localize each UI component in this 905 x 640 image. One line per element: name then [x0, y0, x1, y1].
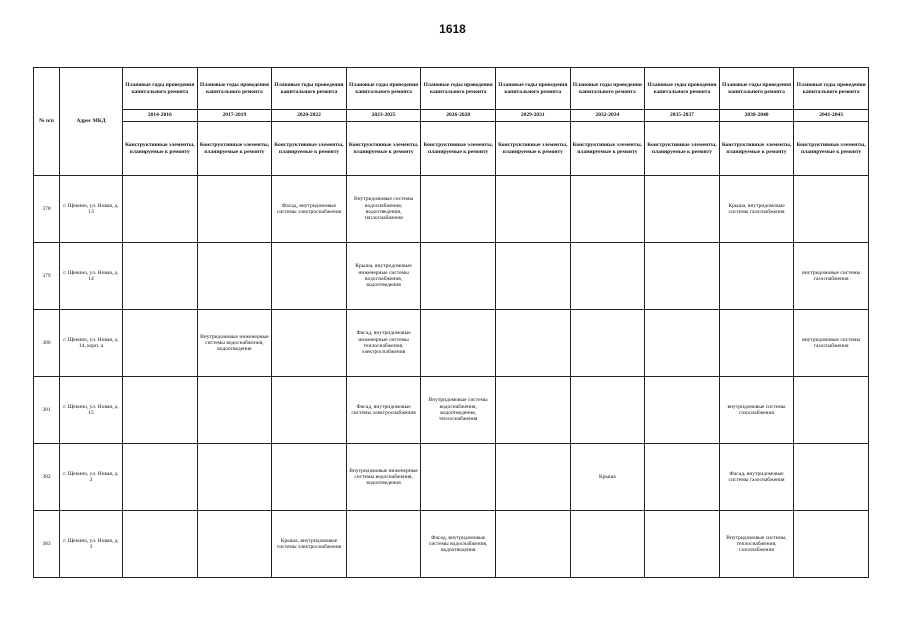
plan-years-header: Плановые годы проведения капитального ремонта	[645, 68, 720, 110]
repair-cell: Внутридомовые инженерные системы водоснабжения, водоотведения	[346, 444, 421, 511]
repair-cell	[495, 243, 570, 310]
repair-cell	[272, 310, 347, 377]
elements-header: Конструктивные элементы, планируемые к ремонту	[272, 122, 347, 176]
row-address: г. Щекино, ул. Новая, д. 3	[60, 511, 123, 578]
repair-cell	[123, 444, 198, 511]
plan-years-header: Плановые годы проведения капитального ремонта	[421, 68, 496, 110]
period-header: 2023-2025	[346, 110, 421, 122]
repair-cell: Внутридомовые системы водоснабжения, водоотведения, теплоснабжения	[346, 176, 421, 243]
table-row	[34, 377, 869, 444]
repair-cell: Крыша, внутридомовые системы газоснабжения	[719, 176, 794, 243]
repair-cell	[495, 310, 570, 377]
header-row-elements	[34, 122, 869, 176]
repair-cell	[272, 444, 347, 511]
elements-header: Конструктивные элементы, планируемые к ремонту	[719, 122, 794, 176]
period-header: 2020-2022	[272, 110, 347, 122]
repair-cell	[719, 243, 794, 310]
page-number: 1618	[439, 22, 466, 36]
plan-years-header: Плановые годы проведения капитального ремонта	[719, 68, 794, 110]
repair-cell	[645, 444, 720, 511]
column-header-address: Адрес МКД	[60, 68, 123, 176]
repair-cell	[272, 377, 347, 444]
repair-cell	[346, 511, 421, 578]
table-row	[34, 310, 869, 377]
plan-years-header: Плановые годы проведения капитального ремонта	[197, 68, 272, 110]
elements-header: Конструктивные элементы, планируемые к ремонту	[123, 122, 198, 176]
capital-repair-schedule-table	[33, 67, 869, 578]
elements-header: Конструктивные элементы, планируемые к ремонту	[197, 122, 272, 176]
row-number: 381	[34, 377, 60, 444]
plan-years-header: Плановые годы проведения капитального ремонта	[495, 68, 570, 110]
repair-cell	[123, 377, 198, 444]
period-header: 2038-2040	[719, 110, 794, 122]
elements-header: Конструктивные элементы, планируемые к ремонту	[645, 122, 720, 176]
repair-cell: Внутридомовые системы, теплоснабжения, газоснабжения	[719, 511, 794, 578]
row-number: 378	[34, 176, 60, 243]
repair-cell	[645, 511, 720, 578]
repair-cell: внутридомовые системы газоснабжения	[719, 377, 794, 444]
repair-cell	[570, 310, 645, 377]
repair-cell	[123, 511, 198, 578]
repair-cell	[197, 444, 272, 511]
repair-cell	[645, 377, 720, 444]
repair-cell	[495, 176, 570, 243]
repair-cell: Фасад, внутридомовые системы электроснабжения	[272, 176, 347, 243]
elements-header: Конструктивные элементы, планируемые к ремонту	[570, 122, 645, 176]
repair-cell	[123, 176, 198, 243]
repair-cell	[197, 176, 272, 243]
repair-cell: Внутридомовые системы водоснабжения, водоотведения, теплоснабжения	[421, 377, 496, 444]
repair-cell	[421, 176, 496, 243]
table-row	[34, 176, 869, 243]
repair-cell	[197, 243, 272, 310]
repair-cell	[794, 176, 869, 243]
repair-cell: Фасад, внутридомовые системы водоснабжения, водоотведения	[421, 511, 496, 578]
repair-cell	[645, 310, 720, 377]
table-row	[34, 511, 869, 578]
period-header: 2041-2043	[794, 110, 869, 122]
repair-cell	[421, 243, 496, 310]
table-body	[34, 176, 869, 578]
repair-cell	[197, 511, 272, 578]
repair-cell	[794, 444, 869, 511]
repair-cell	[794, 377, 869, 444]
repair-cell	[719, 310, 794, 377]
period-header: 2017-2019	[197, 110, 272, 122]
repair-cell	[272, 243, 347, 310]
repair-cell: Фасад, внутридомовые инженерные системы теплоснабжения, электроснабжения	[346, 310, 421, 377]
table-header	[34, 68, 869, 176]
repair-cell	[123, 243, 198, 310]
row-address: г. Щекино, ул. Новая, д. 15	[60, 377, 123, 444]
header-row-plan-years	[34, 68, 869, 110]
plan-years-header: Плановые годы проведения капитального ремонта	[346, 68, 421, 110]
repair-cell: Фасад, внутридомовые системы газоснабжения	[719, 444, 794, 511]
repair-cell: Крыша, внутридомовые инженерные системы водоснабжения, водоотведения	[346, 243, 421, 310]
plan-years-header: Плановые годы проведения капитального ремонта	[794, 68, 869, 110]
period-header: 2026-2028	[421, 110, 496, 122]
repair-cell	[570, 176, 645, 243]
repair-cell	[421, 310, 496, 377]
period-header: 2035-2037	[645, 110, 720, 122]
elements-header: Конструктивные элементы, планируемые к ремонту	[346, 122, 421, 176]
row-address: г. Щекино, ул. Новая, д. 14	[60, 243, 123, 310]
row-number: 379	[34, 243, 60, 310]
row-number: 382	[34, 444, 60, 511]
table-row	[34, 444, 869, 511]
repair-cell: внутридомовые системы газоснабжения	[794, 243, 869, 310]
period-header: 2029-2031	[495, 110, 570, 122]
plan-years-header: Плановые годы проведения капитального ремонта	[272, 68, 347, 110]
repair-cell	[570, 377, 645, 444]
repair-cell	[495, 444, 570, 511]
repair-cell: внутридомовые системы газоснабжения	[794, 310, 869, 377]
repair-cell: Крыша, внутридомовые системы электроснабжения	[272, 511, 347, 578]
repair-cell	[495, 377, 570, 444]
repair-cell: Фасад, внутридомовые системы электроснабжения	[346, 377, 421, 444]
period-header: 2014-2016	[123, 110, 198, 122]
repair-cell	[645, 243, 720, 310]
repair-cell	[645, 176, 720, 243]
row-address: г. Щекино, ул. Новая, д. 13	[60, 176, 123, 243]
repair-cell	[197, 377, 272, 444]
header-row-periods	[34, 110, 869, 122]
repair-cell	[421, 444, 496, 511]
elements-header: Конструктивные элементы, планируемые к ремонту	[421, 122, 496, 176]
repair-cell: Крыша	[570, 444, 645, 511]
elements-header: Конструктивные элементы, планируемые к ремонту	[794, 122, 869, 176]
column-header-number: № п/п	[34, 68, 60, 176]
repair-cell	[495, 511, 570, 578]
row-address: г. Щекино, ул. Новая, д. 2	[60, 444, 123, 511]
repair-cell	[570, 243, 645, 310]
row-number: 380	[34, 310, 60, 377]
repair-cell: Внутридомовые инженерные системы водоснабжения, водоотведения	[197, 310, 272, 377]
row-number: 383	[34, 511, 60, 578]
repair-cell	[123, 310, 198, 377]
row-address: г. Щекино, ул. Новая, д. 14, корп. а	[60, 310, 123, 377]
table-row	[34, 243, 869, 310]
plan-years-header: Плановые годы проведения капитального ремонта	[570, 68, 645, 110]
repair-cell	[794, 511, 869, 578]
plan-years-header: Плановые годы проведения капитального ремонта	[123, 68, 198, 110]
period-header: 2032-2034	[570, 110, 645, 122]
repair-cell	[570, 511, 645, 578]
elements-header: Конструктивные элементы, планируемые к ремонту	[495, 122, 570, 176]
